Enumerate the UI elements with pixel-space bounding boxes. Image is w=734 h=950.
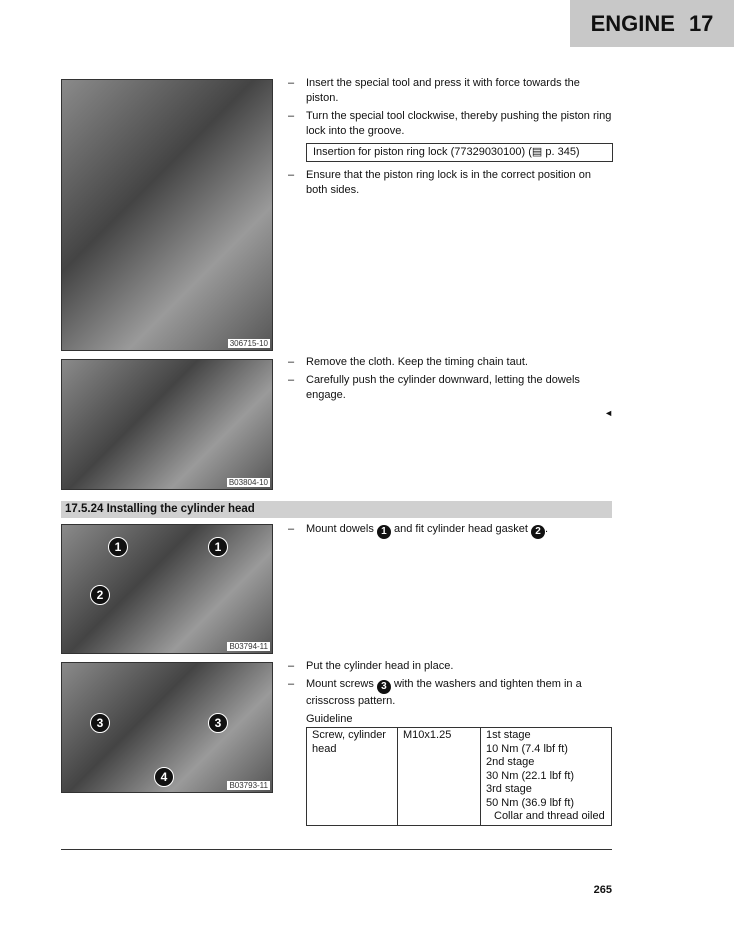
cylinder-photo bbox=[61, 359, 273, 490]
block-dowels: – Mount dowels 1 and fit cylinder head gasket 2 . bbox=[288, 523, 549, 537]
step: Carefully push the cylinder downward, letting the dowels engage. bbox=[306, 374, 580, 401]
section-heading: 17.5.24 Installing the cylinder head bbox=[61, 501, 612, 518]
marker-1: 1 bbox=[377, 525, 391, 539]
footer-rule bbox=[61, 849, 612, 850]
chapter-header bbox=[570, 0, 734, 47]
image-label: B03804-10 bbox=[228, 478, 268, 487]
spec-cell: 1st stage 10 Nm (7.4 lbf ft) 2nd stage 30 Nm (22.1 lbf ft) 3rd stage 50 Nm (36.9 lbf ft) Collar and thread oiled bbox=[481, 728, 612, 826]
marker-3: 3 bbox=[208, 713, 228, 733]
guideline-label: Guideline bbox=[306, 713, 353, 725]
image-label: B03794-11 bbox=[229, 642, 268, 651]
step: Insert the special tool and press it with force towards the piston. bbox=[306, 77, 580, 104]
marker-1: 1 bbox=[108, 537, 128, 557]
thread-cell: M10x1.25 bbox=[398, 728, 481, 826]
marker-3: 3 bbox=[90, 713, 110, 733]
step: Ensure that the piston ring lock is in the correct position on both sides. bbox=[306, 169, 591, 196]
image-label: B03793-11 bbox=[229, 781, 268, 790]
step: Mount screws 3 with the washers and tighten them in a crisscross pattern. bbox=[306, 678, 582, 707]
torque-table bbox=[306, 727, 612, 826]
dowels-photo bbox=[61, 524, 273, 654]
cylinder-head-photo bbox=[61, 662, 273, 793]
marker-4: 4 bbox=[154, 767, 174, 787]
step: Put the cylinder head in place. bbox=[306, 660, 454, 672]
step: Mount dowels 1 and fit cylinder head gasket 2 . bbox=[306, 523, 549, 537]
chapter-number: 17 bbox=[688, 10, 714, 36]
block-piston: – Insert the special tool and press it with force towards the piston. – Turn the special tool clockwise, thereby pushing the piston ring lock into the groove. Insertion for piston ring lock (77329030100) (▤ p. 345) – Ensure that the piston ring lock is in the correct position on both sides. bbox=[288, 77, 612, 196]
step: Turn the special tool clockwise, thereby pushing the piston ring lock into the groove. bbox=[306, 110, 612, 137]
page-number: 265 bbox=[593, 884, 612, 896]
step: Remove the cloth. Keep the timing chain taut. bbox=[306, 356, 528, 368]
marker-2: 2 bbox=[531, 525, 545, 539]
block-cylinder: – Remove the cloth. Keep the timing chain taut. – Carefully push the cylinder downward, letting the dowels engage. ◄ bbox=[288, 355, 613, 421]
part-cell: Screw, cylinder head bbox=[307, 728, 398, 826]
marker-1: 1 bbox=[208, 537, 228, 557]
marker-3: 3 bbox=[377, 680, 391, 694]
end-mark: ◄ bbox=[604, 408, 613, 418]
chapter-title: ENGINE bbox=[590, 10, 675, 36]
piston-photo bbox=[61, 79, 273, 351]
block-cylinder-head: – Put the cylinder head in place. – Mount screws 3 with the washers and tighten them in a crisscross pattern. Guideline Screw, cylinder head M10x1.25 1st stage 10 Nm (7.4 lbf ft) 2nd stage 30 Nm (22.1 lbf ft) 3rd stage 50 Nm (36.9 lbf ft) Collar and thread oiled bbox=[288, 659, 613, 826]
special-tool-box: Insertion for piston ring lock (77329030100) (▤ p. 345) bbox=[306, 143, 613, 162]
image-label: 306715-10 bbox=[229, 339, 268, 348]
marker-2: 2 bbox=[90, 585, 110, 605]
